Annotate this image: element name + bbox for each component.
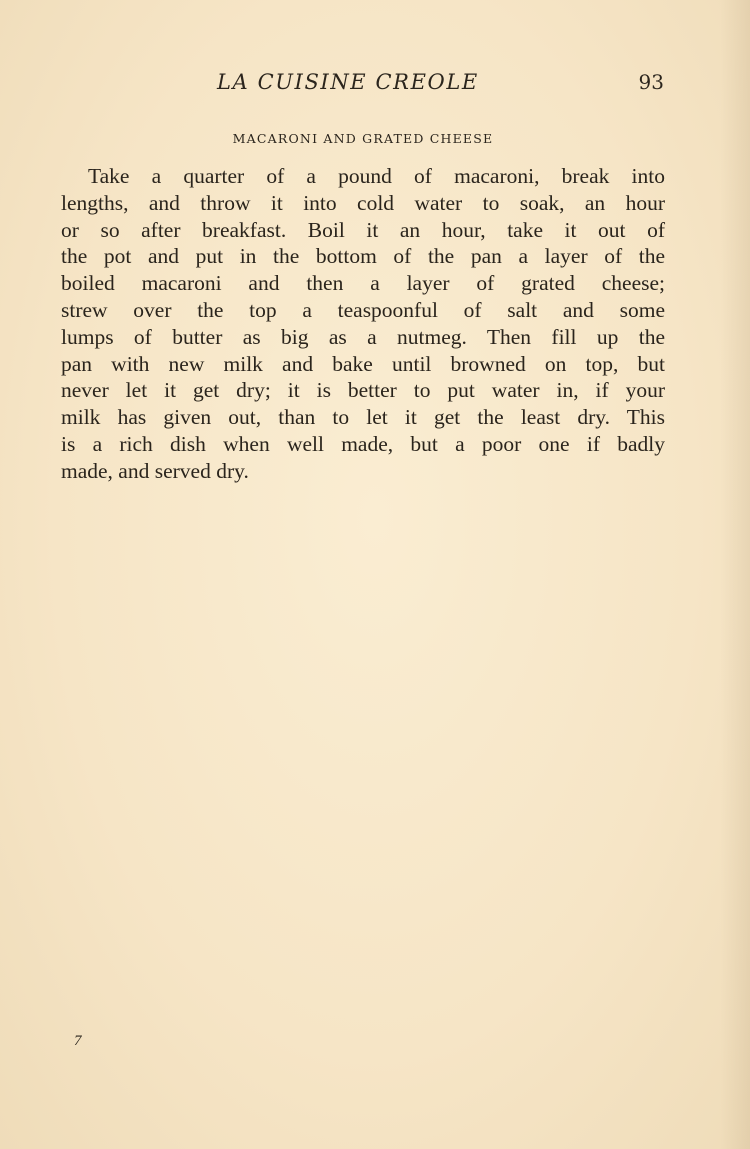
page-edge-shadow [720, 0, 750, 1149]
text-line: made, and served dry. [61, 458, 249, 483]
running-header [60, 70, 668, 100]
text-line: Take a quarter of a pound of macaroni, break into [88, 164, 665, 188]
text-line: lumps of butter as big as a nutmeg. Then fill up the [61, 324, 665, 349]
running-title: LA CUISINE CREOLE [217, 70, 479, 94]
text-line: strew over the top a teaspoonful of salt and some [61, 297, 665, 322]
signature-mark: 7 [74, 1033, 82, 1049]
page-number: 93 [638, 70, 664, 94]
text-line: milk has given out, than to let it get the least dry. This [61, 405, 665, 430]
text-line: pan with new milk and bake until browned on top, but [61, 351, 665, 376]
recipe-body [61, 163, 665, 485]
text-line: lengths, and throw it into cold water to soak, an hour [61, 190, 665, 215]
recipe-title: MACARONI AND GRATED CHEESE [232, 131, 494, 146]
text-line: never let it get dry; it is better to put water in, if your [61, 378, 665, 403]
text-line: or so after breakfast. Boil it an hour, take it out of [61, 217, 665, 242]
text-line: is a rich dish when well made, but a poor one if badly [61, 431, 665, 456]
text-line: boiled macaroni and then a layer of grated cheese; [61, 271, 665, 296]
text-line: the pot and put in the bottom of the pan a layer of the [61, 244, 665, 269]
